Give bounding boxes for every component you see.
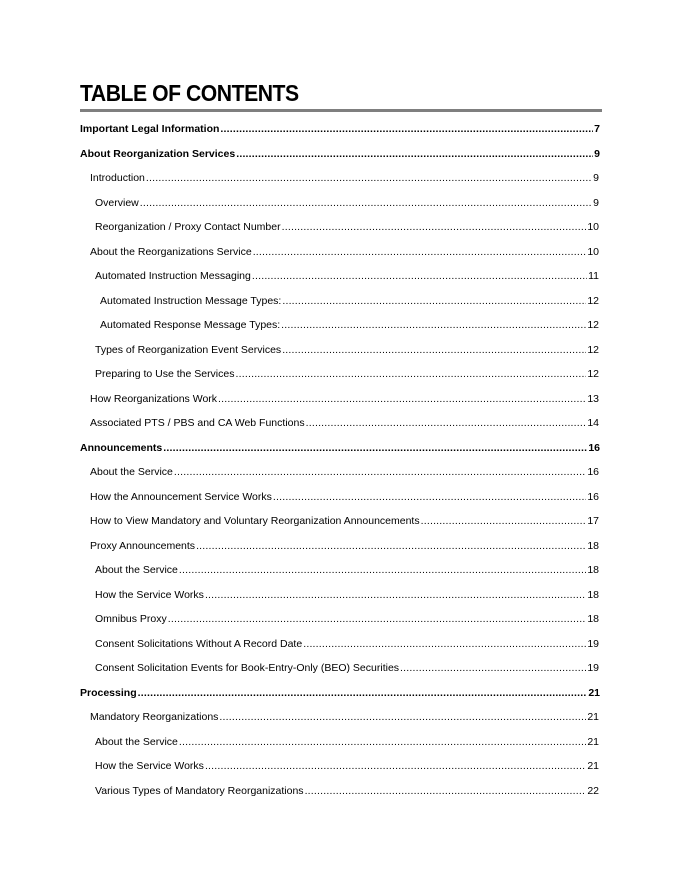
toc-dot-leader [219, 707, 586, 727]
toc-dot-leader [220, 119, 593, 139]
toc-dot-leader [281, 315, 586, 335]
toc-entry[interactable] [80, 340, 599, 360]
toc-page-number: 12 [587, 294, 599, 307]
toc-dot-leader [179, 732, 586, 752]
toc-page-number: 9 [594, 147, 600, 160]
toc-entry-label: Important Legal Information [80, 123, 220, 135]
toc-entry[interactable] [80, 781, 599, 801]
toc-entry-label: About the Service [95, 564, 178, 576]
toc-page-number: 22 [587, 784, 599, 797]
toc-entry[interactable] [80, 389, 599, 409]
toc-entry[interactable] [80, 462, 599, 482]
toc-dot-leader [303, 634, 586, 654]
toc-page-number: 9 [593, 196, 599, 209]
toc-dot-leader [196, 536, 586, 556]
toc-entry[interactable] [80, 144, 600, 164]
toc-entry[interactable] [80, 707, 599, 727]
toc-page-number: 21 [587, 711, 599, 723]
toc-page-number: 11 [588, 270, 599, 282]
toc-entry[interactable] [80, 732, 599, 752]
toc-entry-label: How the Service Works [95, 588, 204, 601]
toc-entry-label: How the Announcement Service Works [90, 490, 272, 503]
toc-dot-leader [205, 756, 586, 776]
toc-dot-leader [236, 144, 593, 164]
toc-entry-label: Omnibus Proxy [95, 613, 167, 625]
toc-dot-leader [168, 609, 587, 629]
toc-entry[interactable] [80, 609, 599, 629]
toc-entry[interactable] [80, 634, 599, 654]
toc-entry-label: Types of Reorganization Event Services [95, 343, 282, 356]
toc-dot-leader [252, 266, 587, 286]
toc-entry-label: Proxy Announcements [90, 539, 196, 552]
toc-entry[interactable] [80, 168, 599, 188]
toc-dot-leader [421, 511, 587, 531]
page-title: TABLE OF CONTENTS [80, 80, 299, 106]
toc-entry-label: About Reorganization Services [80, 147, 236, 160]
toc-entry[interactable] [80, 683, 600, 703]
toc-entry-label: How the Service Works [95, 760, 204, 772]
toc-dot-leader [138, 683, 588, 703]
toc-entry-label: Introduction [90, 172, 145, 184]
toc-entry[interactable] [80, 315, 599, 335]
toc-page-number: 16 [587, 490, 599, 503]
toc-entry[interactable] [80, 242, 599, 262]
toc-entry-label: About the Service [95, 735, 178, 748]
toc-page-number: 21 [587, 760, 599, 772]
toc-entry[interactable] [80, 119, 600, 139]
toc-page-number: 10 [587, 245, 599, 258]
toc-page-number: 9 [593, 172, 599, 184]
toc-entry[interactable] [80, 291, 599, 311]
toc-dot-leader [282, 217, 587, 237]
toc-entry-label: Reorganization / Proxy Contact Number [95, 221, 281, 233]
toc-page-number: 12 [587, 368, 599, 380]
toc-page-number: 17 [587, 515, 599, 527]
toc-entry-label: Announcements [80, 441, 163, 454]
toc-page-number: 19 [587, 662, 599, 674]
toc-entry[interactable] [80, 560, 599, 580]
toc-entry-label: About the Service [90, 466, 173, 478]
toc-entry-label: Various Types of Mandatory Reorganizations [95, 784, 304, 797]
toc-dot-leader [174, 462, 586, 482]
toc-page-number: 18 [587, 564, 599, 576]
toc-entry[interactable] [80, 756, 599, 776]
toc-entry-label: How to View Mandatory and Voluntary Reorganization Announcements [90, 515, 420, 527]
toc-entry[interactable] [80, 364, 599, 384]
toc-entry[interactable] [80, 413, 599, 433]
toc-entry-label: Mandatory Reorganizations [90, 711, 219, 723]
toc-dot-leader [218, 389, 586, 409]
title-rule [80, 109, 602, 112]
toc-dot-leader [140, 193, 592, 213]
toc-dot-leader [163, 438, 587, 458]
toc-dot-leader [305, 781, 587, 801]
toc-entry-label: How Reorganizations Work [90, 392, 218, 405]
toc-entry[interactable] [80, 217, 599, 237]
toc-page-number: 16 [588, 441, 600, 454]
toc-page-number: 14 [587, 417, 599, 429]
toc-dot-leader [306, 413, 587, 433]
toc-entry-label: Associated PTS / PBS and CA Web Functions [90, 417, 305, 429]
toc-entry[interactable] [80, 658, 599, 678]
toc-dot-leader [205, 585, 586, 605]
toc-entry-label: Overview [95, 196, 139, 209]
toc-entry-label: Automated Response Message Types: [100, 319, 281, 331]
toc-entry-label: Automated Instruction Messaging [95, 270, 251, 282]
toc-entry-label: About the Reorganizations Service [90, 245, 252, 258]
toc-entry-label: Processing [80, 686, 137, 699]
toc-page-number: 18 [587, 588, 599, 601]
toc-entry[interactable] [80, 266, 599, 286]
toc-page-number: 16 [587, 466, 599, 478]
toc-entry[interactable] [80, 438, 600, 458]
toc-page-number: 18 [587, 613, 599, 625]
toc-dot-leader [179, 560, 586, 580]
toc-entry-label: Automated Instruction Message Types: [100, 294, 282, 307]
toc-dot-leader [400, 658, 586, 678]
toc-dot-leader [282, 340, 586, 360]
toc-entry-label: Preparing to Use the Services [95, 368, 235, 380]
toc-dot-leader [146, 168, 592, 188]
toc-page-number: 12 [587, 319, 599, 331]
toc-page-number: 21 [588, 686, 600, 699]
toc-dot-leader [235, 364, 586, 384]
toc-dot-leader [282, 291, 586, 311]
toc-page-number: 7 [594, 123, 600, 135]
toc-entry[interactable] [80, 536, 599, 556]
toc-entry-label: Consent Solicitation Events for Book-Entry-Only (BEO) Securities [95, 662, 400, 674]
toc-page-number: 13 [587, 392, 599, 405]
toc-page-number: 10 [587, 221, 599, 233]
toc-page-number: 21 [587, 735, 599, 748]
toc-entry[interactable] [80, 585, 599, 605]
toc-page-number: 19 [587, 637, 599, 650]
toc-entry-label: Consent Solicitations Without A Record Date [95, 637, 303, 650]
toc-dot-leader [273, 487, 586, 507]
toc-dot-leader [253, 242, 587, 262]
toc-page-number: 18 [587, 539, 599, 552]
toc-page-number: 12 [587, 343, 599, 356]
toc-entry[interactable] [80, 193, 599, 213]
toc-entry[interactable] [80, 511, 599, 531]
toc-entry[interactable] [80, 487, 599, 507]
